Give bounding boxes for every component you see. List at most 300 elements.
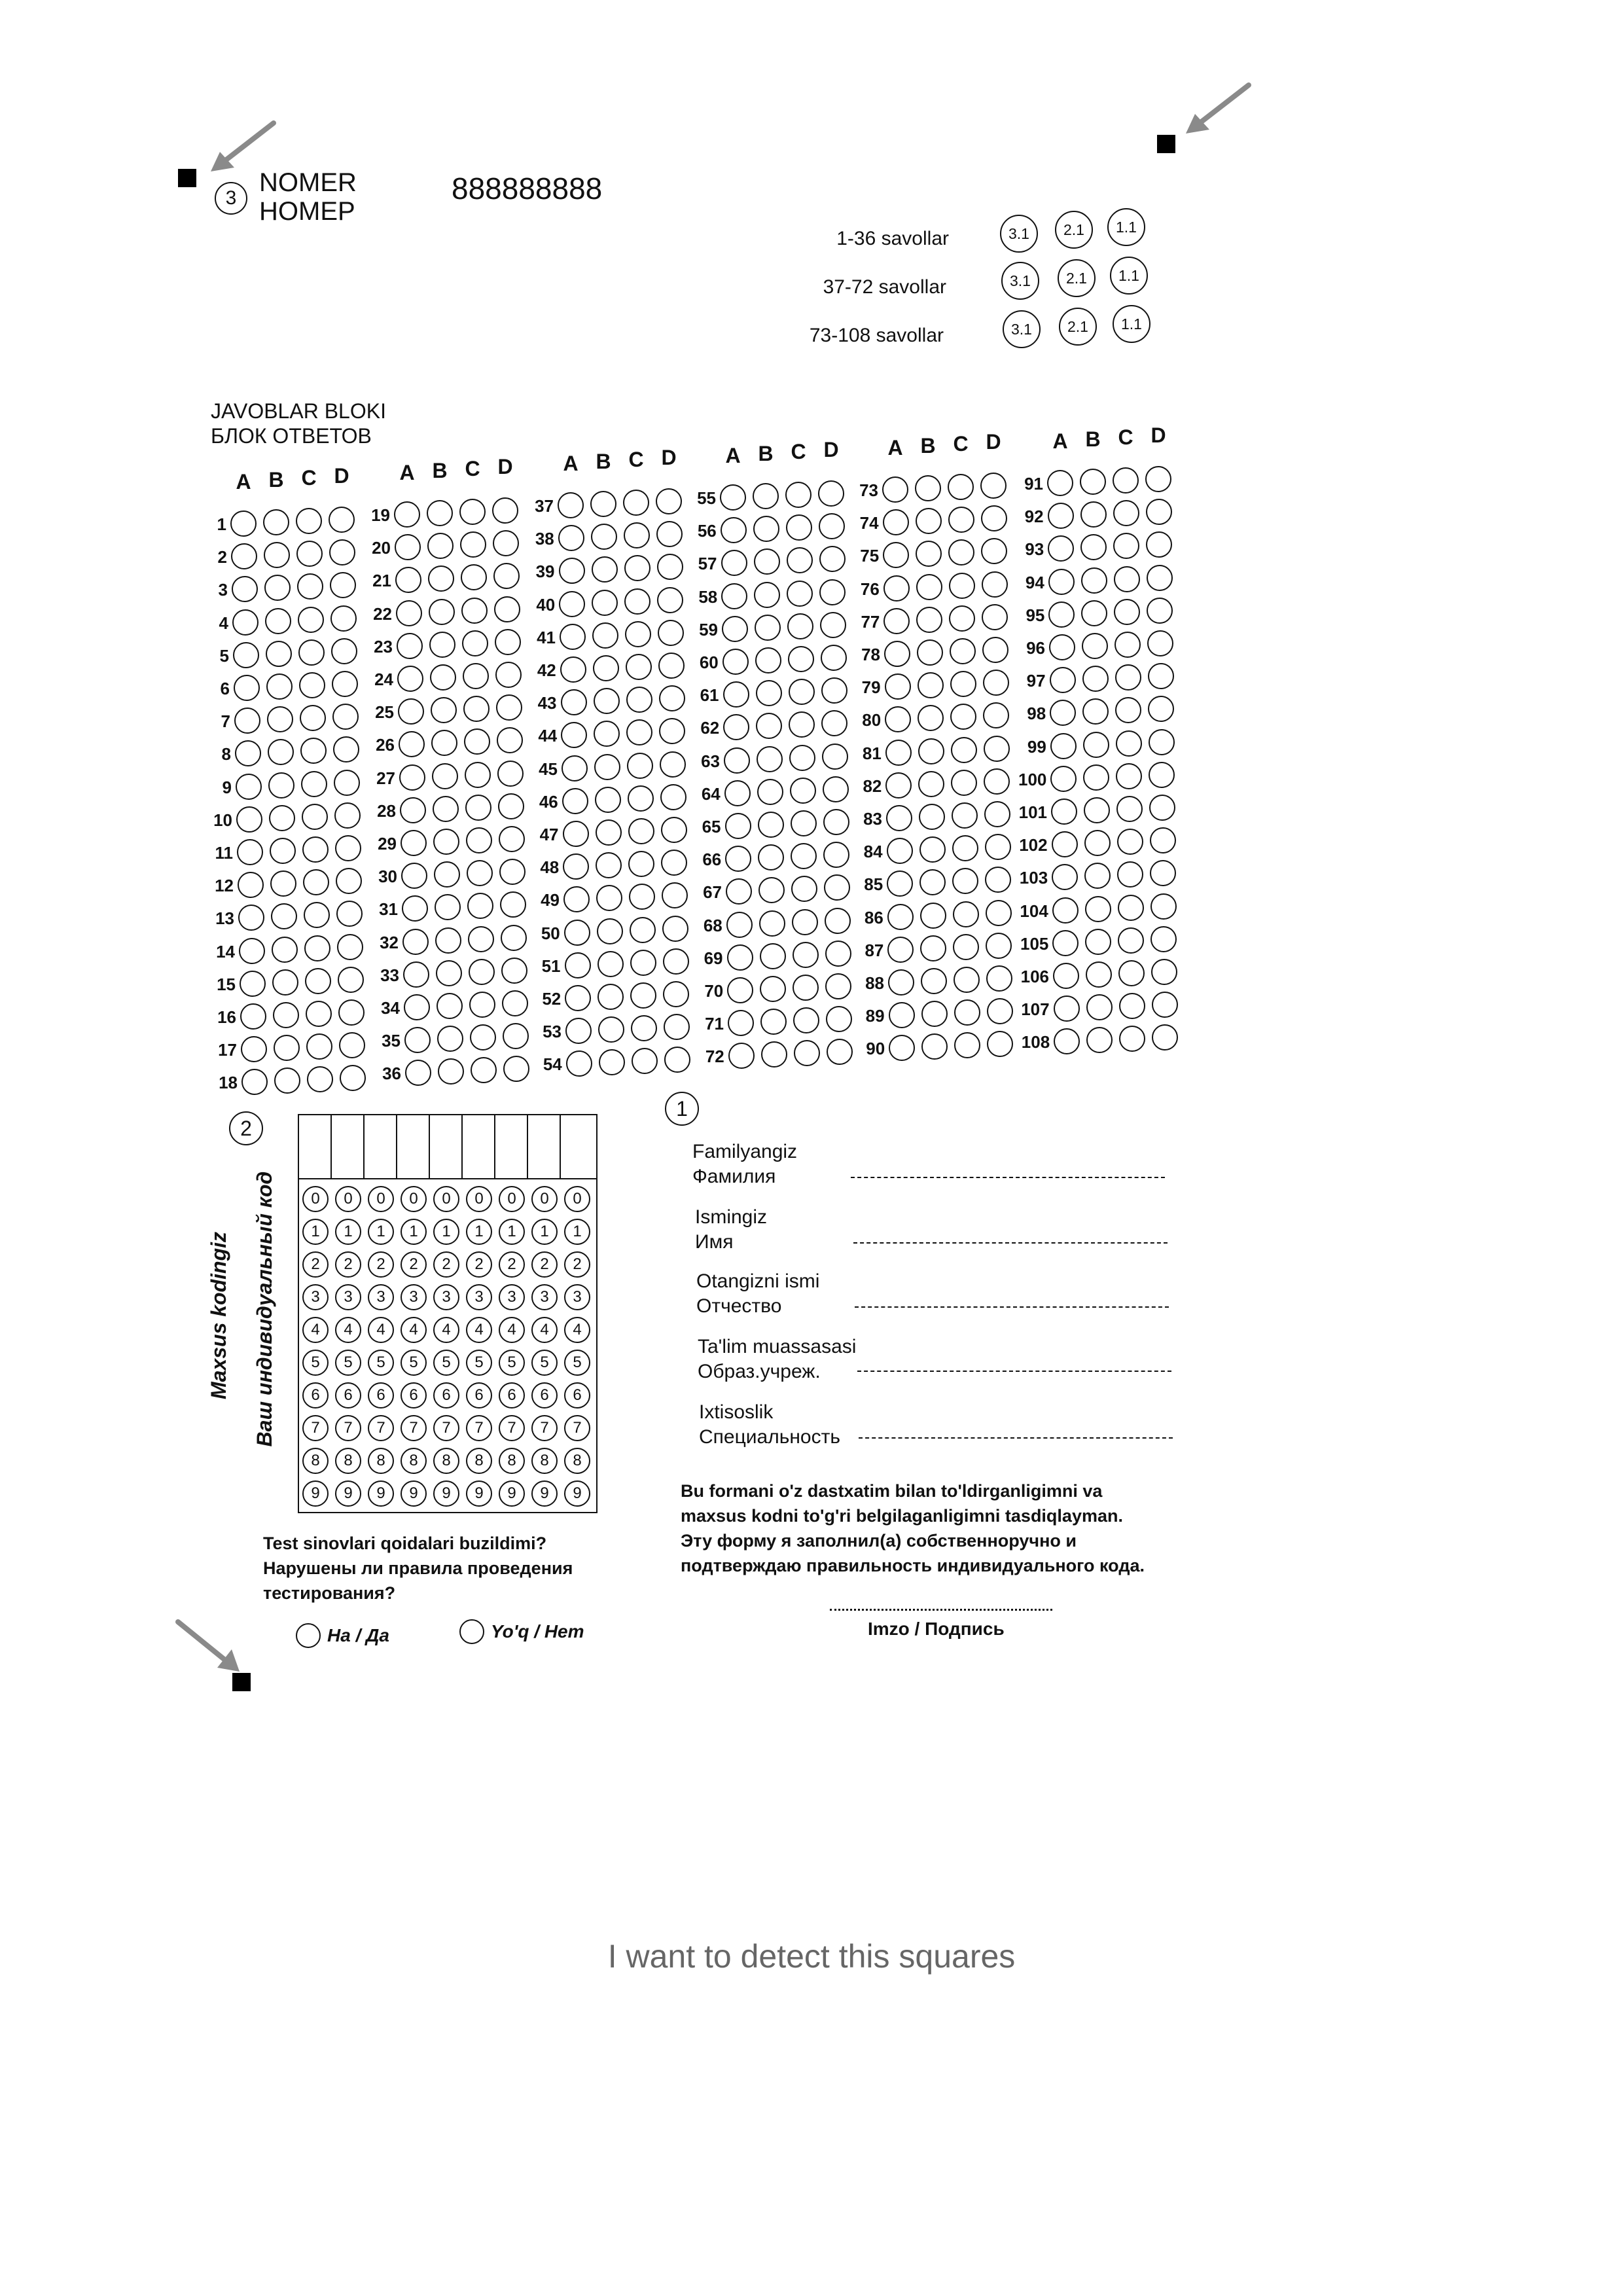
answer-bubble[interactable] [235,740,261,766]
answer-bubble[interactable] [789,711,815,738]
code-digit-bubble[interactable]: 6 [499,1382,525,1408]
answer-bubble[interactable] [953,934,979,960]
answer-bubble[interactable] [437,993,463,1019]
answer-bubble[interactable] [241,1036,267,1062]
answer-bubble[interactable] [889,1035,915,1061]
answer-bubble[interactable] [1050,766,1077,792]
answer-bubble[interactable] [302,836,329,863]
code-digit-bubble[interactable]: 4 [564,1317,590,1343]
variant-option-bubble[interactable]: 3.1 [1001,262,1039,300]
answer-bubble[interactable] [562,788,588,814]
answer-bubble[interactable] [950,671,976,697]
answer-bubble[interactable] [1082,633,1108,659]
answer-bubble[interactable] [404,1027,431,1053]
answer-bubble[interactable] [559,558,585,584]
answer-bubble[interactable] [266,641,292,667]
answer-bubble[interactable] [1151,959,1177,985]
code-digit-box[interactable] [365,1115,397,1178]
answer-bubble[interactable] [461,564,487,590]
code-digit-bubble[interactable]: 8 [433,1448,459,1474]
answer-bubble[interactable] [296,541,323,567]
code-digit-bubble[interactable]: 6 [466,1382,492,1408]
answer-bubble[interactable] [882,476,908,503]
answer-bubble[interactable] [1116,796,1143,822]
answer-bubble[interactable] [395,534,421,560]
answer-bubble[interactable] [721,583,747,609]
answer-bubble[interactable] [296,508,322,534]
answer-bubble[interactable] [593,655,619,681]
answer-bubble[interactable] [949,573,975,599]
answer-bubble[interactable] [628,785,654,812]
code-digit-bubble[interactable]: 3 [499,1284,525,1310]
code-digit-bubble[interactable]: 1 [564,1219,590,1245]
answer-bubble[interactable] [403,961,429,988]
answer-bubble[interactable] [239,938,265,964]
answer-bubble[interactable] [433,796,459,822]
code-digit-bubble[interactable]: 7 [368,1415,394,1441]
answer-bubble[interactable] [887,904,914,930]
answer-bubble[interactable] [298,639,325,666]
answer-bubble[interactable] [885,772,912,798]
answer-bubble[interactable] [630,917,656,943]
answer-bubble[interactable] [304,935,330,961]
code-digit-bubble[interactable]: 9 [531,1480,558,1507]
code-digit-bubble[interactable]: 7 [499,1415,525,1441]
answer-bubble[interactable] [266,673,293,700]
answer-bubble[interactable] [916,508,942,534]
answer-bubble[interactable] [728,1010,754,1036]
answer-bubble[interactable] [1119,993,1145,1019]
answer-bubble[interactable] [1148,696,1174,722]
answer-bubble[interactable] [919,804,945,830]
code-digit-bubble[interactable]: 3 [401,1284,427,1310]
answer-bubble[interactable] [787,581,813,607]
answer-bubble[interactable] [1149,729,1175,755]
answer-bubble[interactable] [953,901,979,927]
code-digit-bubble[interactable]: 5 [302,1350,329,1376]
answer-bubble[interactable] [467,860,493,886]
answer-bubble[interactable] [560,624,586,650]
answer-bubble[interactable] [886,805,912,831]
code-digit-bubble[interactable]: 5 [433,1350,459,1376]
signature-line[interactable] [830,1609,1052,1611]
answer-bubble[interactable] [1082,698,1109,725]
answer-bubble[interactable] [948,539,974,565]
answer-bubble[interactable] [919,836,946,863]
answer-bubble[interactable] [624,555,651,581]
answer-bubble[interactable] [459,499,486,525]
answer-bubble[interactable] [628,818,654,844]
answer-bubble[interactable] [1117,829,1143,855]
answer-bubble[interactable] [632,1048,658,1074]
answer-bubble[interactable] [302,804,328,830]
code-digit-bubble[interactable]: 2 [466,1251,492,1278]
answer-bubble[interactable] [272,937,298,963]
code-digit-box[interactable] [528,1115,561,1178]
answer-bubble[interactable] [405,1060,431,1086]
answer-bubble[interactable] [761,1041,787,1067]
answer-bubble[interactable] [1147,565,1173,591]
answer-bubble[interactable] [916,607,942,633]
answer-bubble[interactable] [431,730,457,756]
answer-bubble[interactable] [270,838,296,864]
code-digit-bubble[interactable]: 0 [401,1186,427,1212]
answer-bubble[interactable] [982,571,1008,598]
answer-bubble[interactable] [1146,499,1172,525]
answer-bubble[interactable] [986,965,1012,992]
answer-bubble[interactable] [916,574,942,600]
answer-bubble[interactable] [433,829,459,855]
answer-bubble[interactable] [267,706,293,732]
field-input-line[interactable] [853,1242,1168,1244]
answer-bubble[interactable] [1086,994,1113,1020]
answer-bubble[interactable] [1052,897,1079,924]
code-digit-bubble[interactable]: 6 [302,1382,329,1408]
answer-bubble[interactable] [626,654,652,680]
answer-bubble[interactable] [1053,963,1079,989]
answer-bubble[interactable] [754,582,780,608]
answer-bubble[interactable] [1084,797,1110,823]
answer-bubble[interactable] [598,1016,624,1043]
answer-bubble[interactable] [304,902,330,928]
code-digit-bubble[interactable]: 5 [499,1350,525,1376]
answer-bubble[interactable] [270,870,296,897]
answer-bubble[interactable] [1086,1027,1113,1053]
answer-bubble[interactable] [241,1069,268,1095]
answer-bubble[interactable] [1050,700,1076,726]
code-digit-bubble[interactable]: 6 [335,1382,361,1408]
code-digit-bubble[interactable]: 6 [531,1382,558,1408]
answer-bubble[interactable] [1050,667,1076,693]
answer-bubble[interactable] [920,935,946,961]
answer-bubble[interactable] [1117,861,1143,888]
code-digit-bubble[interactable]: 6 [564,1382,590,1408]
answer-bubble[interactable] [594,721,620,747]
answer-bubble[interactable] [269,805,295,831]
answer-bubble[interactable] [1152,992,1178,1018]
answer-bubble[interactable] [264,542,290,568]
answer-bubble[interactable] [1115,632,1141,658]
field-input-line[interactable] [851,1177,1165,1178]
answer-bubble[interactable] [1145,466,1171,492]
answer-bubble[interactable] [726,912,753,938]
answer-bubble[interactable] [396,600,422,626]
code-digit-bubble[interactable]: 7 [531,1415,558,1441]
answer-bubble[interactable] [630,950,656,976]
answer-bubble[interactable] [1054,1028,1080,1054]
field-input-line[interactable] [857,1371,1171,1372]
variant-option-bubble[interactable]: 2.1 [1055,211,1093,249]
code-digit-bubble[interactable]: 0 [335,1186,361,1212]
answer-bubble[interactable] [1116,763,1142,789]
code-digit-bubble[interactable]: 4 [335,1317,361,1343]
answer-bubble[interactable] [885,740,912,766]
answer-bubble[interactable] [430,664,456,691]
answer-bubble[interactable] [465,795,491,821]
answer-bubble[interactable] [1084,830,1111,856]
answer-bubble[interactable] [919,869,946,895]
answer-bubble[interactable] [952,868,978,894]
answer-bubble[interactable] [915,475,941,501]
answer-bubble[interactable] [1052,930,1079,956]
code-digit-bubble[interactable]: 2 [368,1251,394,1278]
code-digit-bubble[interactable]: 1 [433,1219,459,1245]
answer-bubble[interactable] [264,575,291,601]
answer-bubble[interactable] [470,1024,496,1050]
code-digit-bubble[interactable]: 2 [335,1251,361,1278]
code-digit-bubble[interactable]: 6 [433,1382,459,1408]
answer-bubble[interactable] [983,670,1009,696]
answer-bubble[interactable] [594,754,620,780]
answer-bubble[interactable] [1147,630,1173,656]
answer-bubble[interactable] [240,1003,266,1030]
answer-bubble[interactable] [1149,795,1175,821]
answer-bubble[interactable] [398,698,424,725]
answer-bubble[interactable] [1052,831,1078,857]
code-digit-bubble[interactable]: 1 [466,1219,492,1245]
answer-bubble[interactable] [724,780,751,806]
answer-bubble[interactable] [954,1032,980,1058]
answer-bubble[interactable] [755,615,781,641]
answer-bubble[interactable] [268,772,294,798]
code-digit-bubble[interactable]: 4 [466,1317,492,1343]
answer-bubble[interactable] [263,509,289,535]
answer-bubble[interactable] [265,608,291,634]
answer-bubble[interactable] [236,774,262,800]
answer-bubble[interactable] [1050,733,1077,759]
code-digit-bubble[interactable]: 7 [433,1415,459,1441]
answer-bubble[interactable] [565,985,591,1011]
answer-bubble[interactable] [887,838,913,864]
answer-bubble[interactable] [272,969,298,996]
answer-bubble[interactable] [428,565,454,592]
answer-bubble[interactable] [595,787,621,813]
answer-bubble[interactable] [558,492,584,518]
code-digit-bubble[interactable]: 3 [302,1284,329,1310]
answer-bubble[interactable] [787,547,813,573]
code-digit-box[interactable] [397,1115,430,1178]
answer-bubble[interactable] [1118,895,1144,921]
answer-bubble[interactable] [722,649,749,675]
answer-bubble[interactable] [427,533,454,559]
code-digit-bubble[interactable]: 7 [466,1415,492,1441]
answer-bubble[interactable] [756,680,782,706]
variant-option-bubble[interactable]: 1.1 [1107,208,1145,246]
answer-bubble[interactable] [465,762,491,788]
code-digit-bubble[interactable]: 6 [401,1382,427,1408]
code-digit-bubble[interactable]: 1 [335,1219,361,1245]
code-digit-bubble[interactable]: 0 [499,1186,525,1212]
answer-bubble[interactable] [1086,961,1112,988]
answer-bubble[interactable] [785,482,812,508]
variant-option-bubble[interactable]: 2.1 [1058,259,1096,297]
answer-bubble[interactable] [753,483,779,509]
answer-bubble[interactable] [1048,535,1074,562]
answer-bubble[interactable] [918,672,944,698]
answer-bubble[interactable] [755,647,781,673]
answer-bubble[interactable] [1147,598,1173,624]
answer-bubble[interactable] [234,708,260,734]
answer-bubble[interactable] [790,778,816,804]
answer-bubble[interactable] [238,872,264,898]
variant-option-bubble[interactable]: 2.1 [1059,308,1097,346]
answer-bubble[interactable] [394,501,420,528]
answer-bubble[interactable] [306,1033,332,1060]
answer-bubble[interactable] [404,994,430,1020]
answer-bubble[interactable] [596,885,622,911]
answer-bubble[interactable] [757,779,783,805]
code-digit-bubble[interactable]: 2 [302,1251,329,1278]
answer-bubble[interactable] [596,819,622,846]
answer-bubble[interactable] [950,704,976,730]
answer-bubble[interactable] [791,876,817,902]
code-digit-bubble[interactable]: 8 [499,1448,525,1474]
answer-bubble[interactable] [791,810,817,836]
code-digit-bubble[interactable]: 0 [531,1186,558,1212]
answer-bubble[interactable] [271,903,297,929]
answer-bubble[interactable] [471,1057,497,1083]
answer-bubble[interactable] [889,1002,915,1028]
code-digit-bubble[interactable]: 3 [433,1284,459,1310]
code-digit-bubble[interactable]: 8 [335,1448,361,1474]
answer-bubble[interactable] [1119,1026,1145,1052]
answer-bubble[interactable] [563,821,589,847]
answer-bubble[interactable] [985,834,1011,860]
answer-bubble[interactable] [461,598,488,624]
answer-bubble[interactable] [630,982,656,1009]
answer-bubble[interactable] [469,959,495,985]
answer-bubble[interactable] [723,681,749,708]
answer-bubble[interactable] [980,473,1007,499]
code-digit-bubble[interactable]: 5 [401,1350,427,1376]
answer-bubble[interactable] [435,927,461,954]
code-digit-bubble[interactable]: 9 [302,1480,329,1507]
code-digit-bubble[interactable]: 9 [401,1480,427,1507]
answer-bubble[interactable] [954,999,980,1026]
answer-bubble[interactable] [720,484,746,511]
answer-bubble[interactable] [301,771,327,797]
answer-bubble[interactable] [399,731,425,757]
answer-bubble[interactable] [793,975,819,1001]
answer-bubble[interactable] [231,543,257,569]
answer-bubble[interactable] [921,968,947,994]
answer-bubble[interactable] [230,511,257,537]
answer-bubble[interactable] [429,632,455,658]
code-digit-bubble[interactable]: 7 [401,1415,427,1441]
answer-bubble[interactable] [401,863,427,889]
answer-bubble[interactable] [727,977,753,1003]
code-digit-box[interactable] [430,1115,463,1178]
answer-bubble[interactable] [594,688,620,714]
answer-bubble[interactable] [558,525,584,551]
answer-bubble[interactable] [463,663,489,689]
answer-bubble[interactable] [563,886,590,912]
answer-bubble[interactable] [757,746,783,772]
answer-bubble[interactable] [592,622,618,649]
code-digit-bubble[interactable]: 0 [302,1186,329,1212]
answer-bubble[interactable] [623,490,649,516]
answer-bubble[interactable] [631,1015,657,1041]
answer-bubble[interactable] [402,929,429,955]
answer-bubble[interactable] [399,764,425,791]
answer-bubble[interactable] [400,797,426,823]
answer-bubble[interactable] [1048,569,1075,595]
code-digit-bubble[interactable]: 6 [368,1382,394,1408]
answer-bubble[interactable] [948,474,974,500]
code-digit-bubble[interactable]: 1 [302,1219,329,1245]
answer-bubble[interactable] [597,984,624,1010]
code-digit-bubble[interactable]: 1 [531,1219,558,1245]
answer-bubble[interactable] [1148,663,1174,689]
answer-bubble[interactable] [1152,1024,1178,1050]
answer-bubble[interactable] [791,843,817,869]
answer-bubble[interactable] [1048,601,1075,628]
answer-bubble[interactable] [297,573,323,600]
code-digit-box[interactable] [332,1115,365,1178]
code-digit-bubble[interactable]: 7 [564,1415,590,1441]
answer-bubble[interactable] [1052,864,1078,890]
code-digit-bubble[interactable]: 3 [564,1284,590,1310]
answer-bubble[interactable] [1048,503,1074,529]
answer-bubble[interactable] [725,813,751,839]
answer-bubble[interactable] [592,590,618,616]
answer-bubble[interactable] [236,806,262,833]
answer-bubble[interactable] [920,903,946,929]
answer-bubble[interactable] [468,926,494,952]
answer-bubble[interactable] [917,639,943,666]
answer-bubble[interactable] [727,944,753,971]
answer-bubble[interactable] [883,608,910,634]
code-digit-bubble[interactable]: 4 [531,1317,558,1343]
answer-bubble[interactable] [949,605,975,632]
answer-bubble[interactable] [232,609,259,636]
code-digit-bubble[interactable]: 0 [433,1186,459,1212]
answer-bubble[interactable] [1054,996,1080,1022]
code-digit-bubble[interactable]: 5 [368,1350,394,1376]
answer-bubble[interactable] [948,507,974,533]
answer-bubble[interactable] [437,1026,463,1052]
answer-bubble[interactable] [1150,827,1176,853]
answer-bubble[interactable] [565,952,591,978]
answer-bubble[interactable] [921,1001,948,1027]
answer-bubble[interactable] [561,689,587,715]
answer-bubble[interactable] [982,637,1008,663]
answer-bubble[interactable] [1085,896,1111,922]
answer-bubble[interactable] [591,524,617,550]
answer-bubble[interactable] [982,604,1008,630]
answer-bubble[interactable] [760,1009,787,1035]
answer-bubble[interactable] [1085,929,1111,955]
answer-bubble[interactable] [565,1018,592,1044]
code-digit-bubble[interactable]: 2 [564,1251,590,1278]
answer-bubble[interactable] [760,943,786,969]
answer-bubble[interactable] [268,739,294,765]
code-digit-bubble[interactable]: 5 [466,1350,492,1376]
answer-bubble[interactable] [788,646,814,672]
code-digit-bubble[interactable]: 2 [499,1251,525,1278]
answer-bubble[interactable] [1084,863,1111,889]
answer-bubble[interactable] [1150,926,1177,952]
answer-bubble[interactable] [564,920,590,946]
answer-bubble[interactable] [566,1050,592,1077]
answer-bubble[interactable] [884,641,910,667]
answer-bubble[interactable] [233,642,259,668]
answer-bubble[interactable] [983,702,1009,728]
answer-bubble[interactable] [401,830,427,856]
code-digit-bubble[interactable]: 0 [368,1186,394,1212]
answer-bubble[interactable] [463,696,490,722]
answer-bubble[interactable] [1049,634,1075,660]
